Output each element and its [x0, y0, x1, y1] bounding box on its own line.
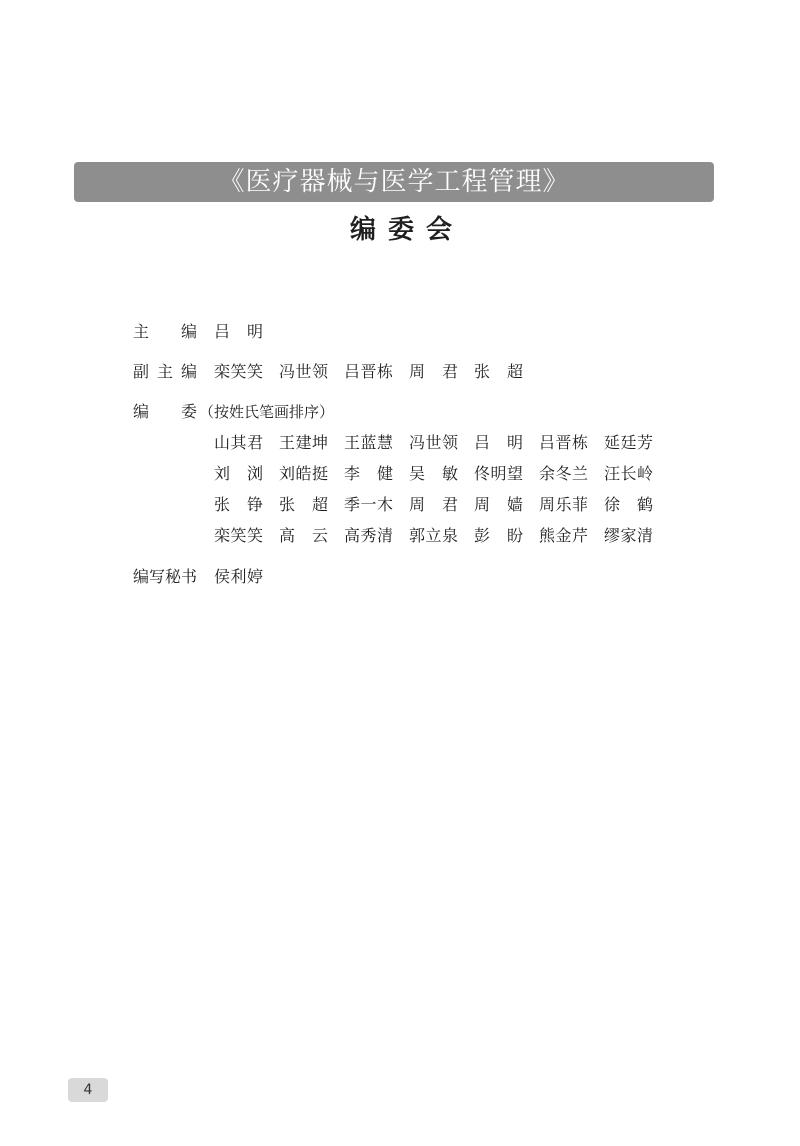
person-name: 李 健 [344, 464, 393, 483]
person-name: 冯 世 领 [409, 433, 458, 452]
person-name: 延 廷 芳 [604, 433, 653, 452]
person-name: 周 乐 菲 [539, 495, 588, 514]
person-name: 吕 明 [474, 433, 523, 452]
secretary-names [214, 565, 279, 589]
person-name: 张 超 [279, 495, 328, 514]
editorial-board-heading: 编委会 [349, 215, 464, 245]
person-name: 汪 长 岭 [604, 464, 653, 483]
title-banner [74, 162, 714, 202]
person-name: 吕 晋 栋 [539, 433, 588, 452]
committee-ordering-note: （按姓氏笔画排序） [199, 403, 335, 421]
associate-editors-names [214, 360, 539, 384]
person-name: 王 蓝 慧 [344, 433, 393, 452]
person-name: 吴 敏 [409, 464, 458, 483]
editor-in-chief-names [214, 320, 279, 344]
person-name: 侯 利 婷 [214, 567, 263, 586]
book-title: 《医疗器械与医学工程管理》 [218, 167, 570, 197]
person-name: 张 铮 [214, 495, 263, 514]
person-name: 熊 金 芹 [539, 526, 588, 545]
person-name: 栾 笑 笑 [214, 526, 263, 545]
person-name: 高 云 [279, 526, 328, 545]
person-name: 张 超 [474, 362, 523, 381]
person-name: 郭 立 泉 [409, 526, 458, 545]
committee-label: 编 委 [133, 402, 197, 421]
person-name: 季 一 木 [344, 495, 393, 514]
person-name: 徐 鹤 [604, 495, 653, 514]
person-name: 冯 世 领 [279, 362, 328, 381]
person-name: 周 嫱 [474, 495, 523, 514]
person-name: 吕 明 [214, 322, 263, 341]
person-name: 王 建 坤 [279, 433, 328, 452]
person-name: 吕 晋 栋 [344, 362, 393, 381]
committee-row [214, 493, 669, 517]
editor-in-chief-label: 主 编 [133, 322, 197, 341]
associate-editors-label: 副 主 编 [133, 362, 197, 381]
person-name: 佟 明 望 [474, 464, 523, 483]
person-name: 周 君 [409, 495, 458, 514]
person-name: 高 秀 清 [344, 526, 393, 545]
person-name: 山 其 君 [214, 433, 263, 452]
person-name: 余 冬 兰 [539, 464, 588, 483]
person-name: 彭 盼 [474, 526, 523, 545]
person-name: 刘 浏 [214, 464, 263, 483]
committee-row [214, 431, 669, 455]
committee-row [214, 524, 669, 548]
person-name: 周 君 [409, 362, 458, 381]
person-name: 刘 皓 挺 [279, 464, 328, 483]
person-name: 栾 笑 笑 [214, 362, 263, 381]
committee-row [214, 462, 669, 486]
secretary-label: 编写秘书 [133, 567, 198, 586]
page-number: 4 [68, 1078, 108, 1102]
person-name: 缪 家 清 [604, 526, 653, 545]
